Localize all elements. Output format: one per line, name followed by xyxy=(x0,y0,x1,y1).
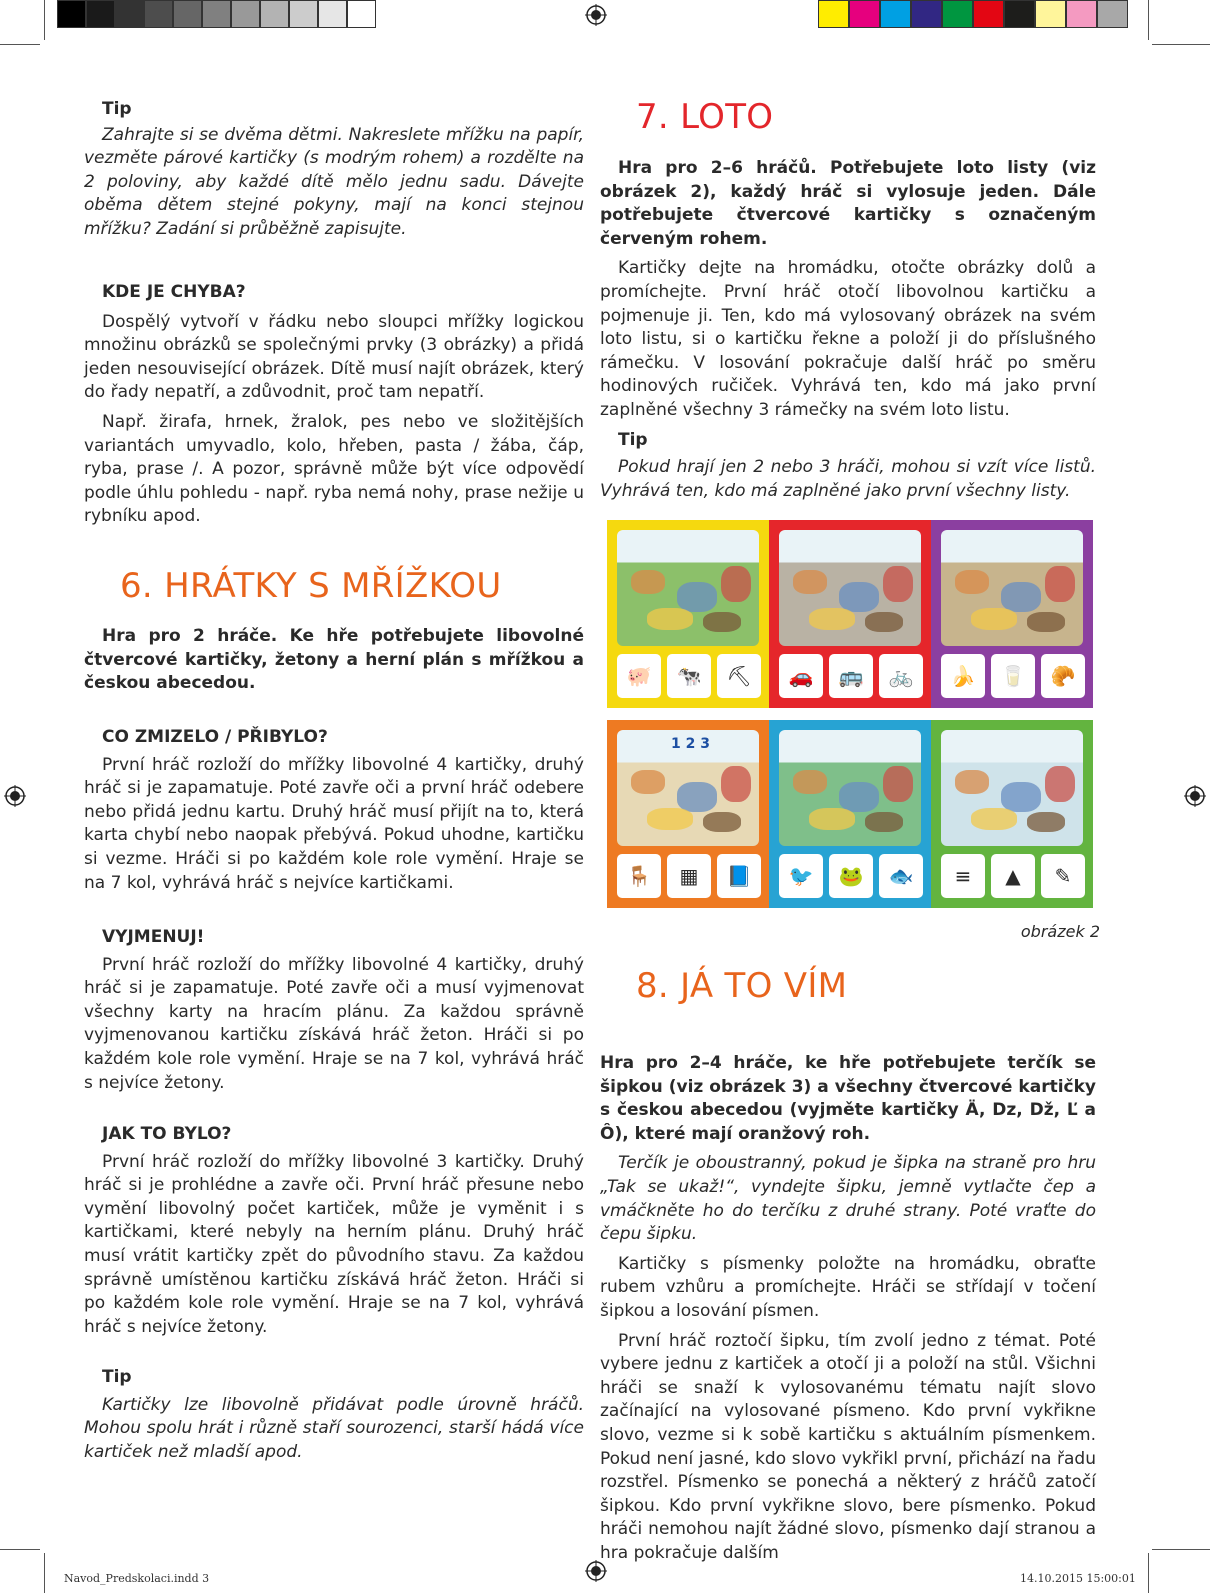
bus-icon: 🚌 xyxy=(838,664,864,688)
color-swatch xyxy=(849,0,880,28)
milk-icon: 🥛 xyxy=(1000,664,1026,688)
scene-detail xyxy=(1045,566,1075,602)
jak-to-bylo-section xyxy=(84,1123,584,1339)
scene-detail xyxy=(809,608,855,630)
croissant-icon: 🥐 xyxy=(1050,664,1076,688)
color-swatch xyxy=(1066,0,1097,28)
paragraph: Kartičky dejte na hromádku, otočte obrázky dolů a promíchejte. První hráč otočí libovolnou kartičku a pojmenuje ji. Ten, kdo má vylosovaný obrázek na svém loto listu, si o kartičku řekne a položí ji do příslušného rámečku. V losování pokračuje další hráč po směru hodinových ručiček. Vyhrává ten, kdo má jako první zaplněné všechny 3 rámečky na svém loto listu. xyxy=(600,258,1096,420)
crop-mark xyxy=(1148,0,1149,40)
loto-scene-farm xyxy=(617,530,759,646)
paragraph: První hráč rozloží do mřížky libovolné 4 kartičky, druhý hráč si je zapamatuje. Poté zavře oči a musí vyjmenovat všechny karty na hracím plánu. Za každou správně vyjmenovanou kartičku získává hráč žeton. Hráči si po každém kole role vymění. Hraje se na 7 kol, vyhrává hráč s nejvíce žetony. xyxy=(84,954,584,1093)
loto-slot xyxy=(617,654,661,698)
registration-mark-icon xyxy=(585,4,607,26)
frog-icon: 🐸 xyxy=(838,864,864,888)
scene-detail xyxy=(703,812,741,832)
section-title-8: 8. JÁ TO VÍM xyxy=(636,966,848,1006)
shovel-icon: ⛏ xyxy=(726,664,752,688)
loto-slot xyxy=(879,654,923,698)
paragraph: První hráč roztočí šipku, tím zvolí jedno z témat. Poté vybere jednu z kartiček a otočí ji a položí na stůl. Všichni hráči se snaží k vylosovanému tématu najít slovo začínající na vylosované písmeno. Kdo první vykřikne slovo, vezme si k sobě kartičku s aktuálním písmenkem. Pokud není jasné, kdo slovo vykřikl první, přichází na řadu rozstřel. Písmenko se ponechá a některý z hráčů zatočí šipkou. Kdo první vykřikne slovo, bere písmenko. Pokud hráči nemohou najít žádné slovo, písmenko dají stranou a hra pokračuje dalším xyxy=(600,1330,1096,1563)
gray-swatch xyxy=(144,0,173,28)
registration-mark-icon xyxy=(4,785,26,807)
loto-slot xyxy=(1041,854,1085,898)
gray-swatch xyxy=(173,0,202,28)
banana-icon: 🍌 xyxy=(950,664,976,688)
crop-mark xyxy=(44,0,45,40)
paragraph: Kartičky s písmenky položte na hromádku, obraťte rubem vzhůru a promíchejte. Hráči se střídají v točení šipkou a losování písmen. xyxy=(600,1253,1096,1321)
section-heading: CO ZMIZELO / PŘIBYLO? xyxy=(102,727,328,747)
toothpaste-icon: ✎ xyxy=(1054,864,1072,888)
scene-detail xyxy=(647,608,693,630)
section-heading: VYJMENUJ! xyxy=(102,927,205,947)
crop-mark xyxy=(1148,1553,1149,1593)
tip-text: Pokud hrají jen 2 nebo 3 hráči, mohou si vzít více listů. Vyhrává ten, kdo má zaplněné jako první všechny listy. xyxy=(600,457,1096,501)
loto-scene-market xyxy=(941,530,1083,646)
scene-detail xyxy=(955,770,989,794)
loto-slot xyxy=(991,854,1035,898)
scene-detail xyxy=(1027,812,1065,832)
color-swatch xyxy=(973,0,1004,28)
scene-detail xyxy=(971,808,1017,830)
intro-text: Hra pro 2 hráče. Ke hře potřebujete libovolné čtvercové kartičky, žetony a herní plán s mřížkou a českou abecedou. xyxy=(84,626,584,694)
gray-swatch xyxy=(231,0,260,28)
paragraph: Např. žirafa, hrnek, žralok, pes nebo ve složitějších variantách umyvadlo, kolo, hřeben, pasta / žába, čáp, ryba, prase /. A pozor, správně může být více odpovědí podle úhlu pohledu - např. ryba nemá nohy, prase nežije u rybníku apod. xyxy=(84,411,584,527)
paragraph: Terčík je oboustranný, pokud je šipka na straně pro hru „Tak se ukaž!“, vyndejte šipku, jemně vytlačte čep a vmáčkněte ho do terčíku z druhé strany. Poté vraťte do čepu šipku. xyxy=(600,1153,1096,1245)
loto-board-classroom xyxy=(607,720,769,908)
registration-mark-icon xyxy=(1184,785,1206,807)
tent-icon: ▲ xyxy=(1005,864,1021,888)
paragraph: První hráč rozloží do mřížky libovolné 3 kartičky. Druhý hráč si je prohlédne a zavře oči. První hráč přesune nebo vymění libovolný počet kartiček, může je vyměnit i s kartičkami, které nebyly na herním plánu. Druhý hráč musí vrátit kartičky zpět do původního stavu. Za každou správně umístěnou kartičku získává hráč žeton. Hráči si po každém kole role vymění. Hraje se na 7 kol, vyhrává hráč s nejvíce žetony. xyxy=(84,1151,584,1337)
gray-swatch xyxy=(115,0,144,28)
kde-je-chyba-section xyxy=(84,281,584,529)
color-swatch xyxy=(880,0,911,28)
cow-icon: 🐄 xyxy=(676,664,702,688)
scene-detail xyxy=(809,808,855,830)
loto-boards-figure xyxy=(607,520,1099,910)
loto-scene-pond xyxy=(779,730,921,846)
intro-text: Hra pro 2–4 hráče, ke hře potřebujete terčík se šipkou (viz obrázek 3) a všechny čtvercové kartičky s českou abecedou (vyjměte kartičky Ä, Dz, Dž, Ľ a Ô), které mají oranžový roh. xyxy=(600,1053,1096,1144)
loto-slot xyxy=(1041,654,1085,698)
crop-mark xyxy=(0,1549,40,1550)
vyjmenuj-section xyxy=(84,926,584,1095)
gray-swatch xyxy=(260,0,289,28)
gray-swatch xyxy=(86,0,115,28)
scene-detail xyxy=(1001,582,1041,612)
scene-detail xyxy=(793,570,827,594)
tip-heading: Tip xyxy=(618,429,648,450)
crop-mark xyxy=(1152,1549,1210,1550)
loto-board-bathroom xyxy=(931,720,1093,908)
car-icon: 🚗 xyxy=(788,664,814,688)
hratky-intro xyxy=(84,625,584,696)
scene-detail xyxy=(647,808,693,830)
scene-detail xyxy=(955,570,989,594)
section-heading: KDE JE CHYBA? xyxy=(102,282,246,302)
tip-heading: Tip xyxy=(102,1367,132,1387)
color-swatch xyxy=(1004,0,1035,28)
scene-detail xyxy=(721,566,751,602)
loto-board-town xyxy=(769,520,931,708)
bicycle-icon: 🚲 xyxy=(888,664,914,688)
loto-slot xyxy=(667,854,711,898)
tip2-section xyxy=(84,1366,584,1464)
color-swatch xyxy=(1097,0,1128,28)
loto-slot xyxy=(941,654,985,698)
scene-detail xyxy=(1027,612,1065,632)
color-swatch xyxy=(942,0,973,28)
scene-detail xyxy=(865,612,903,632)
scene-detail xyxy=(1045,766,1075,802)
fish-icon: 🐟 xyxy=(888,864,914,888)
figure-caption: obrázek 2 xyxy=(1020,922,1100,941)
paragraph: Dospělý vytvoří v řádku nebo sloupci mřížky logickou množinu obrázků se společnými prvky (3 obrázky) a přidá jeden nesouvisející obrázek. Dítě musí najít obrázek, který do řady nepatří, a zdůvodnit, proč tam nepatří. xyxy=(84,311,584,403)
scene-detail xyxy=(677,582,717,612)
scene-detail xyxy=(1001,782,1041,812)
gray-swatch xyxy=(57,0,86,28)
scene-detail xyxy=(703,612,741,632)
tip-heading: Tip xyxy=(102,99,132,119)
loto-slot xyxy=(717,654,761,698)
color-swatch xyxy=(818,0,849,28)
scene-detail xyxy=(839,582,879,612)
footer-filename: Navod_Predskolaci.indd 3 xyxy=(64,1572,210,1585)
loto-slot xyxy=(717,854,761,898)
loto-scene-town xyxy=(779,530,921,646)
scene-detail xyxy=(883,766,913,802)
loto-board-pond xyxy=(769,720,931,908)
loto-slot xyxy=(829,654,873,698)
footer-timestamp: 14.10.2015 15:00:01 xyxy=(1020,1572,1136,1585)
scene-detail xyxy=(721,766,751,802)
loto-board-farm xyxy=(607,520,769,708)
color-swatch xyxy=(911,0,942,28)
loto-scene-classroom xyxy=(617,730,759,846)
crop-mark xyxy=(1152,44,1210,45)
section-heading: JAK TO BYLO? xyxy=(102,1124,232,1144)
notebook-icon: 📘 xyxy=(726,864,752,888)
loto-slot xyxy=(667,654,711,698)
gray-swatch xyxy=(347,0,376,28)
scene-detail xyxy=(865,812,903,832)
loto-slot xyxy=(779,854,823,898)
color-swatch xyxy=(1035,0,1066,28)
tip-text: Kartičky lze libovolně přidávat podle úrovně hráčů. Mohou spolu hrát i různě staří sourozenci, starší hádá více kartiček než mladší apod. xyxy=(84,1394,584,1462)
tip-text: Zahrajte si se dvěma dětmi. Nakreslete mřížku na papír, vezměte párové kartičky (s modrým rohem) a rozdělte na 2 poloviny, aby každé dítě mělo jednu sadu. Dávejte oběma dětem stejné pokyny, mají na konci stejnou mřížku? Zadání si průběžně zapisujte. xyxy=(84,124,584,239)
bird-icon: 🐦 xyxy=(788,864,814,888)
loto-slot xyxy=(991,654,1035,698)
scene-detail xyxy=(631,570,665,594)
scene-detail xyxy=(677,782,717,812)
pig-icon: 🐖 xyxy=(626,664,652,688)
loto-slot xyxy=(941,854,985,898)
section-title-6: 6. HRÁTKY S MŘÍŽKOU xyxy=(120,566,502,606)
gray-swatch xyxy=(202,0,231,28)
board-icon: ▦ xyxy=(679,864,699,888)
intro-text: Hra pro 2–6 hráčů. Potřebujete loto listy (viz obrázek 2), každý hráč si vylosuje jeden. Dále potřebujete čtvercové kartičky s označeným červeným rohem. xyxy=(600,158,1096,249)
co-zmizelo-section xyxy=(84,726,584,895)
loto-slot xyxy=(779,654,823,698)
loto-section xyxy=(600,157,1096,503)
desk-icon: 🪑 xyxy=(626,864,652,888)
scene-detail xyxy=(631,770,665,794)
paragraph: První hráč rozloží do mřížky libovolné 4 kartičky, druhý hráč si je zapamatuje. Poté zavře oči a první hráč odebere nebo přidá jednu kartu. Druhý hráč musí přijít na to, která karta chybí nebo naopak přebývá. Pokud uhodne, kartičku si vezme. Hráči si po každém kole role vymění. Hraje se na 7 kol, vyhrává hráč s nejvíce kartičkami. xyxy=(84,754,584,893)
crop-mark xyxy=(0,44,40,45)
scene-detail xyxy=(971,608,1017,630)
scene-detail xyxy=(793,770,827,794)
loto-slot xyxy=(879,854,923,898)
section-title-7: 7. LOTO xyxy=(636,97,774,137)
left-column xyxy=(84,98,584,242)
crop-mark xyxy=(44,1553,45,1593)
ja-to-vim-section xyxy=(600,1052,1096,1565)
comb-icon: ≡ xyxy=(954,864,972,888)
loto-slot xyxy=(617,854,661,898)
loto-scene-bathroom xyxy=(941,730,1083,846)
scene-detail xyxy=(883,566,913,602)
loto-board-market xyxy=(931,520,1093,708)
blackboard-numbers: 1 2 3 xyxy=(671,736,710,752)
gray-swatch xyxy=(289,0,318,28)
loto-slot xyxy=(829,854,873,898)
scene-detail xyxy=(839,782,879,812)
gray-swatch xyxy=(318,0,347,28)
